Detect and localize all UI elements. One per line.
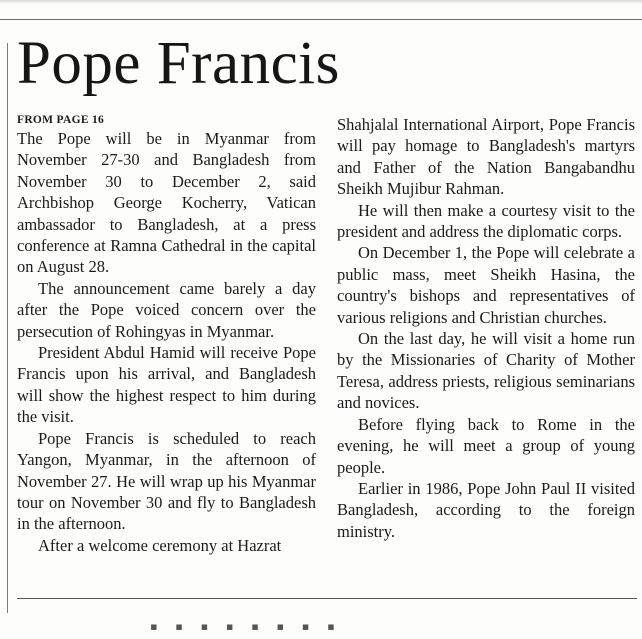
top-rule — [0, 19, 642, 20]
paragraph: The Pope will be in Myanmar from November 27-30 and Bangladesh from November 30 to December 2, said Archbishop George Kocherry, Vatican ambassador to Bangladesh, at a press conference at Ramna Cathedral in the capital on August 28. — [17, 129, 316, 277]
paragraph: Pope Francis is scheduled to reach Yangon, Myanmar, in the afternoon of November 27. He will wrap up his Myanmar tour on November 30 and fly to Bangladesh in the afternoon. — [17, 428, 316, 534]
paragraph: Earlier in 1986, Pope John Paul II visited Bangladesh, according to the foreign ministry. — [337, 478, 635, 541]
cropped-next-headline: ▪ ▪ ▪ ▪ ▪ ▪ ▪ ▪ — [150, 614, 341, 639]
paragraph: On December 1, the Pope will celebrate a public mass, meet Sheikh Hasina, the country's bishops and representatives of various religions and Christian churches. — [337, 243, 635, 327]
paragraph: President Abdul Hamid will receive Pope Francis upon his arrival, and Bangladesh will show the highest respect to him during the visit. — [17, 343, 316, 427]
paragraph: On the last day, he will visit a home run by the Missionaries of Charity of Mother Teresa, address priests, religious seminarians and novices. — [337, 329, 635, 413]
paragraph: The announcement came barely a day after the Pope voiced concern over the persecution of Rohingyas in Myanmar. — [17, 278, 316, 341]
top-edge-shadow — [0, 0, 642, 4]
paragraph: After a welcome ceremony at Hazrat — [38, 535, 282, 555]
paragraph: Before flying back to Rome in the evening, he will meet a group of young people. — [337, 414, 635, 477]
article-column-left — [17, 113, 316, 556]
continuation-kicker: FROM PAGE 16 — [17, 114, 105, 126]
headline: Pope Francis — [17, 30, 340, 97]
paragraph: He will then make a courtesy visit to the president and address the diplomatic corps. — [337, 200, 635, 242]
paragraph: Shahjalal International Airport, Pope Francis will pay homage to Bangladesh's martyrs and Father of the Nation Bangabandhu Sheikh Mujibur Rahman. — [337, 115, 635, 199]
bottom-rule — [17, 598, 637, 599]
column-left-rule — [7, 43, 8, 613]
article-column-right — [337, 114, 635, 542]
